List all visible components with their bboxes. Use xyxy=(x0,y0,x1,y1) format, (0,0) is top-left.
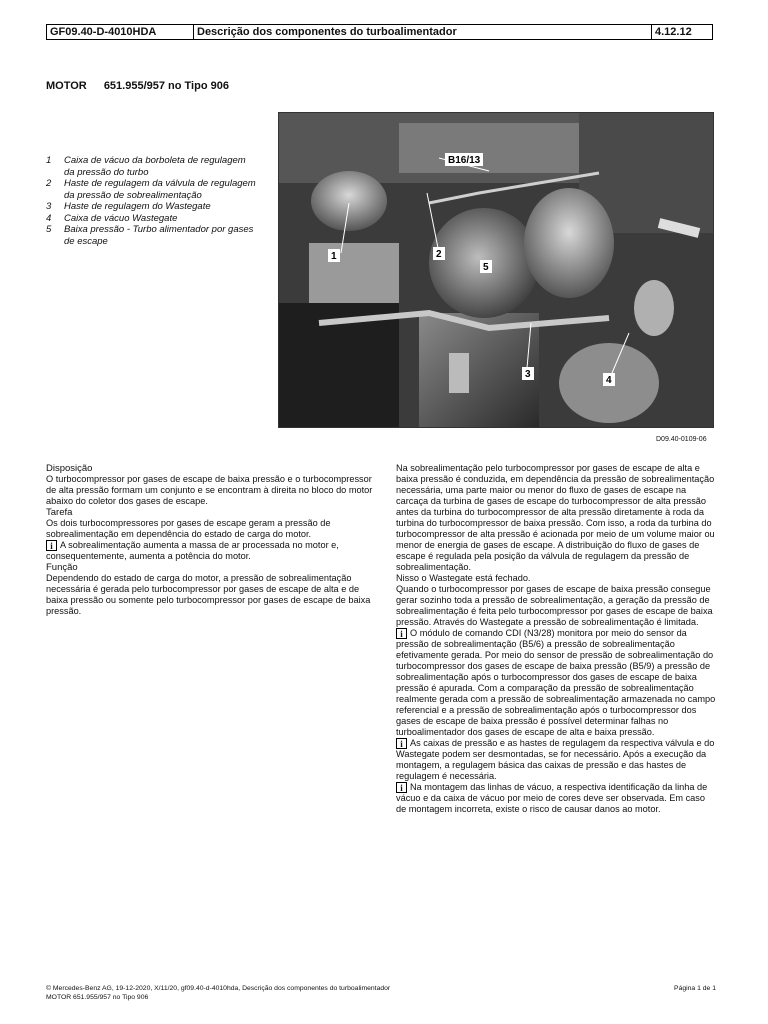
legend-item xyxy=(46,201,256,213)
footer-line1: © Mercedes-Benz AG, 19-12-2020, X/11/20, gf09.40-d-4010hda, Descrição dos componentes do turboalimentador xyxy=(46,985,391,992)
note-tarefa xyxy=(46,540,376,562)
note-1-text: O módulo de comando CDI (N3/28) monitora por meio do sensor da pressão de sobrealimentação (B5/6) a pressão de sobrealimentação efetivamente gerada. Por meio do sensor de pressão de sobrealimentação do turbocompressor dos gases de escape de baixa pressão (B5/9) a pressão de sobrealimentação após o turbocompressor dos gases de escape de baixa pressão é apurada. Com a comparação da pressão de sobrealimentação realmente gerada com a pressão de sobrealimentação armazenada no campo referencial e a pressão de sobrealimentação após o turbocompressor dos gases de escape de baixa pressão é possível determinar falhas no turboalimentador dos gases de escape de alta e baixa pressão. xyxy=(396,628,716,737)
heading-tarefa: Tarefa xyxy=(46,507,73,518)
motor-heading xyxy=(46,80,243,92)
heading-disposicao: Disposição xyxy=(46,463,93,474)
doc-title: Descrição dos componentes do turboalimentador xyxy=(194,25,652,39)
motor-model: 651.955/957 no Tipo 906 xyxy=(103,80,229,92)
callout-3: 3 xyxy=(525,369,531,380)
callout-4: 4 xyxy=(606,375,612,386)
doc-id: GF09.40-D-4010HDA xyxy=(47,25,194,39)
heading-funcao: Função xyxy=(46,562,78,573)
info-icon: i xyxy=(46,540,57,551)
note-2 xyxy=(396,738,716,782)
legend-num: 5 xyxy=(46,224,52,235)
text-p2: Nisso o Wastegate está fechado. xyxy=(396,573,531,583)
text-funcao: Dependendo do estado de carga do motor, a pressão de sobrealimentação necessária é gerada pelo turbocompressor por gases de escape de alta e de baixa pressão ou somente pelo turbocompressor por gases de escape de baixa pressão. xyxy=(46,573,371,616)
left-column xyxy=(46,463,376,617)
legend-num: 3 xyxy=(46,201,52,212)
legend-text: Haste de regulagem do Wastegate xyxy=(64,201,211,212)
photo-code: D09.40-0109-06 xyxy=(656,436,707,443)
legend-item xyxy=(46,178,256,201)
info-icon: i xyxy=(396,738,407,749)
text-disposicao: O turbocompressor por gases de escape de baixa pressão e o turbocompressor de alta pressão formam um conjunto e se encontram à direita no bloco do motor abaixo do coletor dos gases de escape. xyxy=(46,474,373,506)
callout-1: 1 xyxy=(331,251,337,262)
legend-item xyxy=(46,224,256,247)
info-icon: i xyxy=(396,782,407,793)
footer xyxy=(46,985,716,1002)
legend xyxy=(46,155,256,247)
legend-text: Caixa de vácuo Wastegate xyxy=(64,212,178,224)
legend-text: Caixa de vácuo da borboleta de regulagem da pressão do turbo xyxy=(64,155,246,178)
legend-text: Haste de regulagem da válvula de regulagem da pressão de sobrealimentação xyxy=(64,178,256,201)
turbocharger-photo xyxy=(278,112,714,428)
engine-illustration xyxy=(279,113,713,427)
right-column xyxy=(396,463,716,815)
legend-num: 2 xyxy=(46,178,52,189)
note-tarefa-text: A sobrealimentação aumenta a massa de ar processada no motor e, consequentemente, aumenta a potência do motor. xyxy=(46,540,339,561)
text-tarefa: Os dois turbocompressores por gases de escape geram a pressão de sobrealimentação em dependência do estado de carga do motor. xyxy=(46,518,331,539)
legend-num: 1 xyxy=(46,155,52,166)
text-p1: Na sobrealimentação pelo turbocompressor por gases de escape de alta e baixa pressão é conduzida, em dependência da pressão de sobrealimentação necessária, uma parte maior ou menor do fluxo de gases de escape na carcaça da turbina de gases de escape do turbocompressor de alta pressão antes da turbina do turbocompressor de alta pressão diretamente à roda da turbina do turbocompressor de baixa pressão. Com isso, a roda da turbina do turbocompressor de alta pressão é acionada por meio de um volume maior ou menor de energia de gases de escape. A distribuição do fluxo de gases de escape é regulada pela posição da válvula de regulagem da pressão de sobrealimentação. xyxy=(396,463,715,572)
header-table xyxy=(46,24,713,40)
footer-line2: MOTOR 651.955/957 no Tipo 906 xyxy=(46,993,149,1001)
callout-b16-13: B16/13 xyxy=(448,155,481,166)
page-number: Página 1 de 1 xyxy=(674,985,716,992)
note-3-text: Na montagem das linhas de vácuo, a respectiva identificação da linha de vácuo e da caixa de vácuo por meio de cores deve ser observada. Em caso de montagem incorreta, existe o risco de causar danos ao motor. xyxy=(396,782,708,814)
legend-text: Baixa pressão - Turbo alimentador por gases de escape xyxy=(64,224,254,247)
callout-5: 5 xyxy=(483,262,489,273)
legend-item xyxy=(46,213,256,225)
note-2-text: As caixas de pressão e as hastes de regulagem da respectiva válvula e do Wastegate podem ser desmontadas, se for necessário. Após a execução da montagem, a regulagem básica das caixas de pressão e das hastes de regulagem é necessária. xyxy=(396,738,715,781)
info-icon: i xyxy=(396,628,407,639)
text-p3: Quando o turbocompressor por gases de escape de baixa pressão consegue gerar sozinho toda a pressão de sobrealimentação, a geração da pressão de sobrealimentação é feita pelo turbocompressor por gases de escape de baixa pressão. Através do Wastegate a pressão de sobrealimentação é limitada. xyxy=(396,584,713,627)
motor-label: MOTOR xyxy=(46,80,87,92)
note-3 xyxy=(396,782,716,815)
callout-2: 2 xyxy=(436,249,442,260)
note-1 xyxy=(396,628,716,738)
doc-date: 4.12.12 xyxy=(655,26,692,38)
legend-num: 4 xyxy=(46,212,52,224)
legend-item xyxy=(46,155,256,178)
